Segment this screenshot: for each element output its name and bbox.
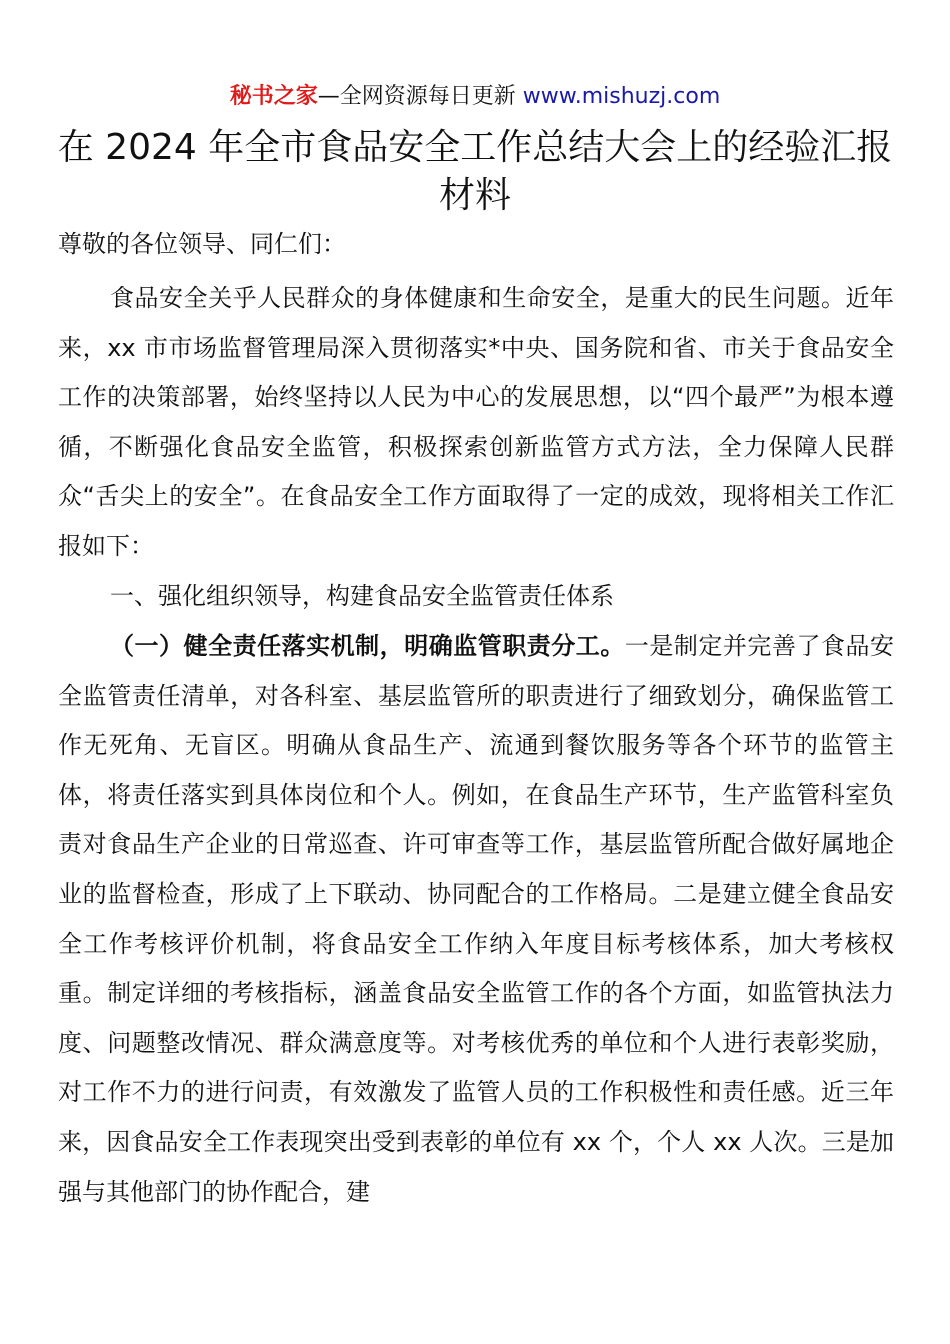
intro-paragraph: 食品安全关乎人民群众的身体健康和生命安全，是重大的民生问题。近年来，xx 市市场监督管理局深入贯彻落实*中央、国务院和省、市关于食品安全工作的决策部署，始终坚持以人民为中心的发展思想，以“四个最严”为根本遵循，不断强化食品安全监管，积极探索创新监管方式方法，全力保障人民群众“舌尖上的安全”。在食品安全工作方面取得了一定的成效，现将相关工作汇报如下：: [58, 284, 894, 560]
section-heading: 一、强化组织领导，构建食品安全监管责任体系: [110, 582, 614, 610]
banner-url-link[interactable]: www.mishuzj.com: [522, 84, 721, 109]
document-title: 在 2024 年全市食品安全工作总结大会上的经验汇报材料: [57, 127, 893, 216]
greeting: 尊敬的各位领导、同仁们：: [58, 230, 346, 258]
subsection-paragraph: [58, 622, 894, 1217]
banner-brand: 秘书之家: [229, 84, 318, 109]
subsection-heading: （一）健全责任落实机制，明确监管职责分工。: [110, 632, 625, 660]
banner-tagline: —全网资源每日更新: [317, 84, 516, 109]
subsection-body: 一是制定并完善了食品安全监管责任清单，对各科室、基层监管所的职责进行了细致划分，确保监管工作无死角、无盲区。明确从食品生产、流通到餐饮服务等各个环节的监管主体，将责任落实到具体岗位和个人。例如，在食品生产环节，生产监管科室负责对食品生产企业的日常巡查、许可审查等工作，基层监管所配合做好属地企业的监督检查，形成了上下联动、协同配合的工作格局。二是建立健全食品安全工作考核评价机制，将食品安全工作纳入年度目标考核体系，加大考核权重。制定详细的考核指标，涵盖食品安全监管工作的各个方面，如监管执法力度、问题整改情况、群众满意度等。对考核优秀的单位和个人进行表彰奖励，对工作不力的进行问责，有效激发了监管人员的工作积极性和责任感。近三年来，因食品安全工作表现突出受到表彰的单位有 xx 个，个人 xx 人次。三是加强与其他部门的协作配合，建: [58, 632, 895, 1206]
site-banner: [0, 82, 950, 112]
